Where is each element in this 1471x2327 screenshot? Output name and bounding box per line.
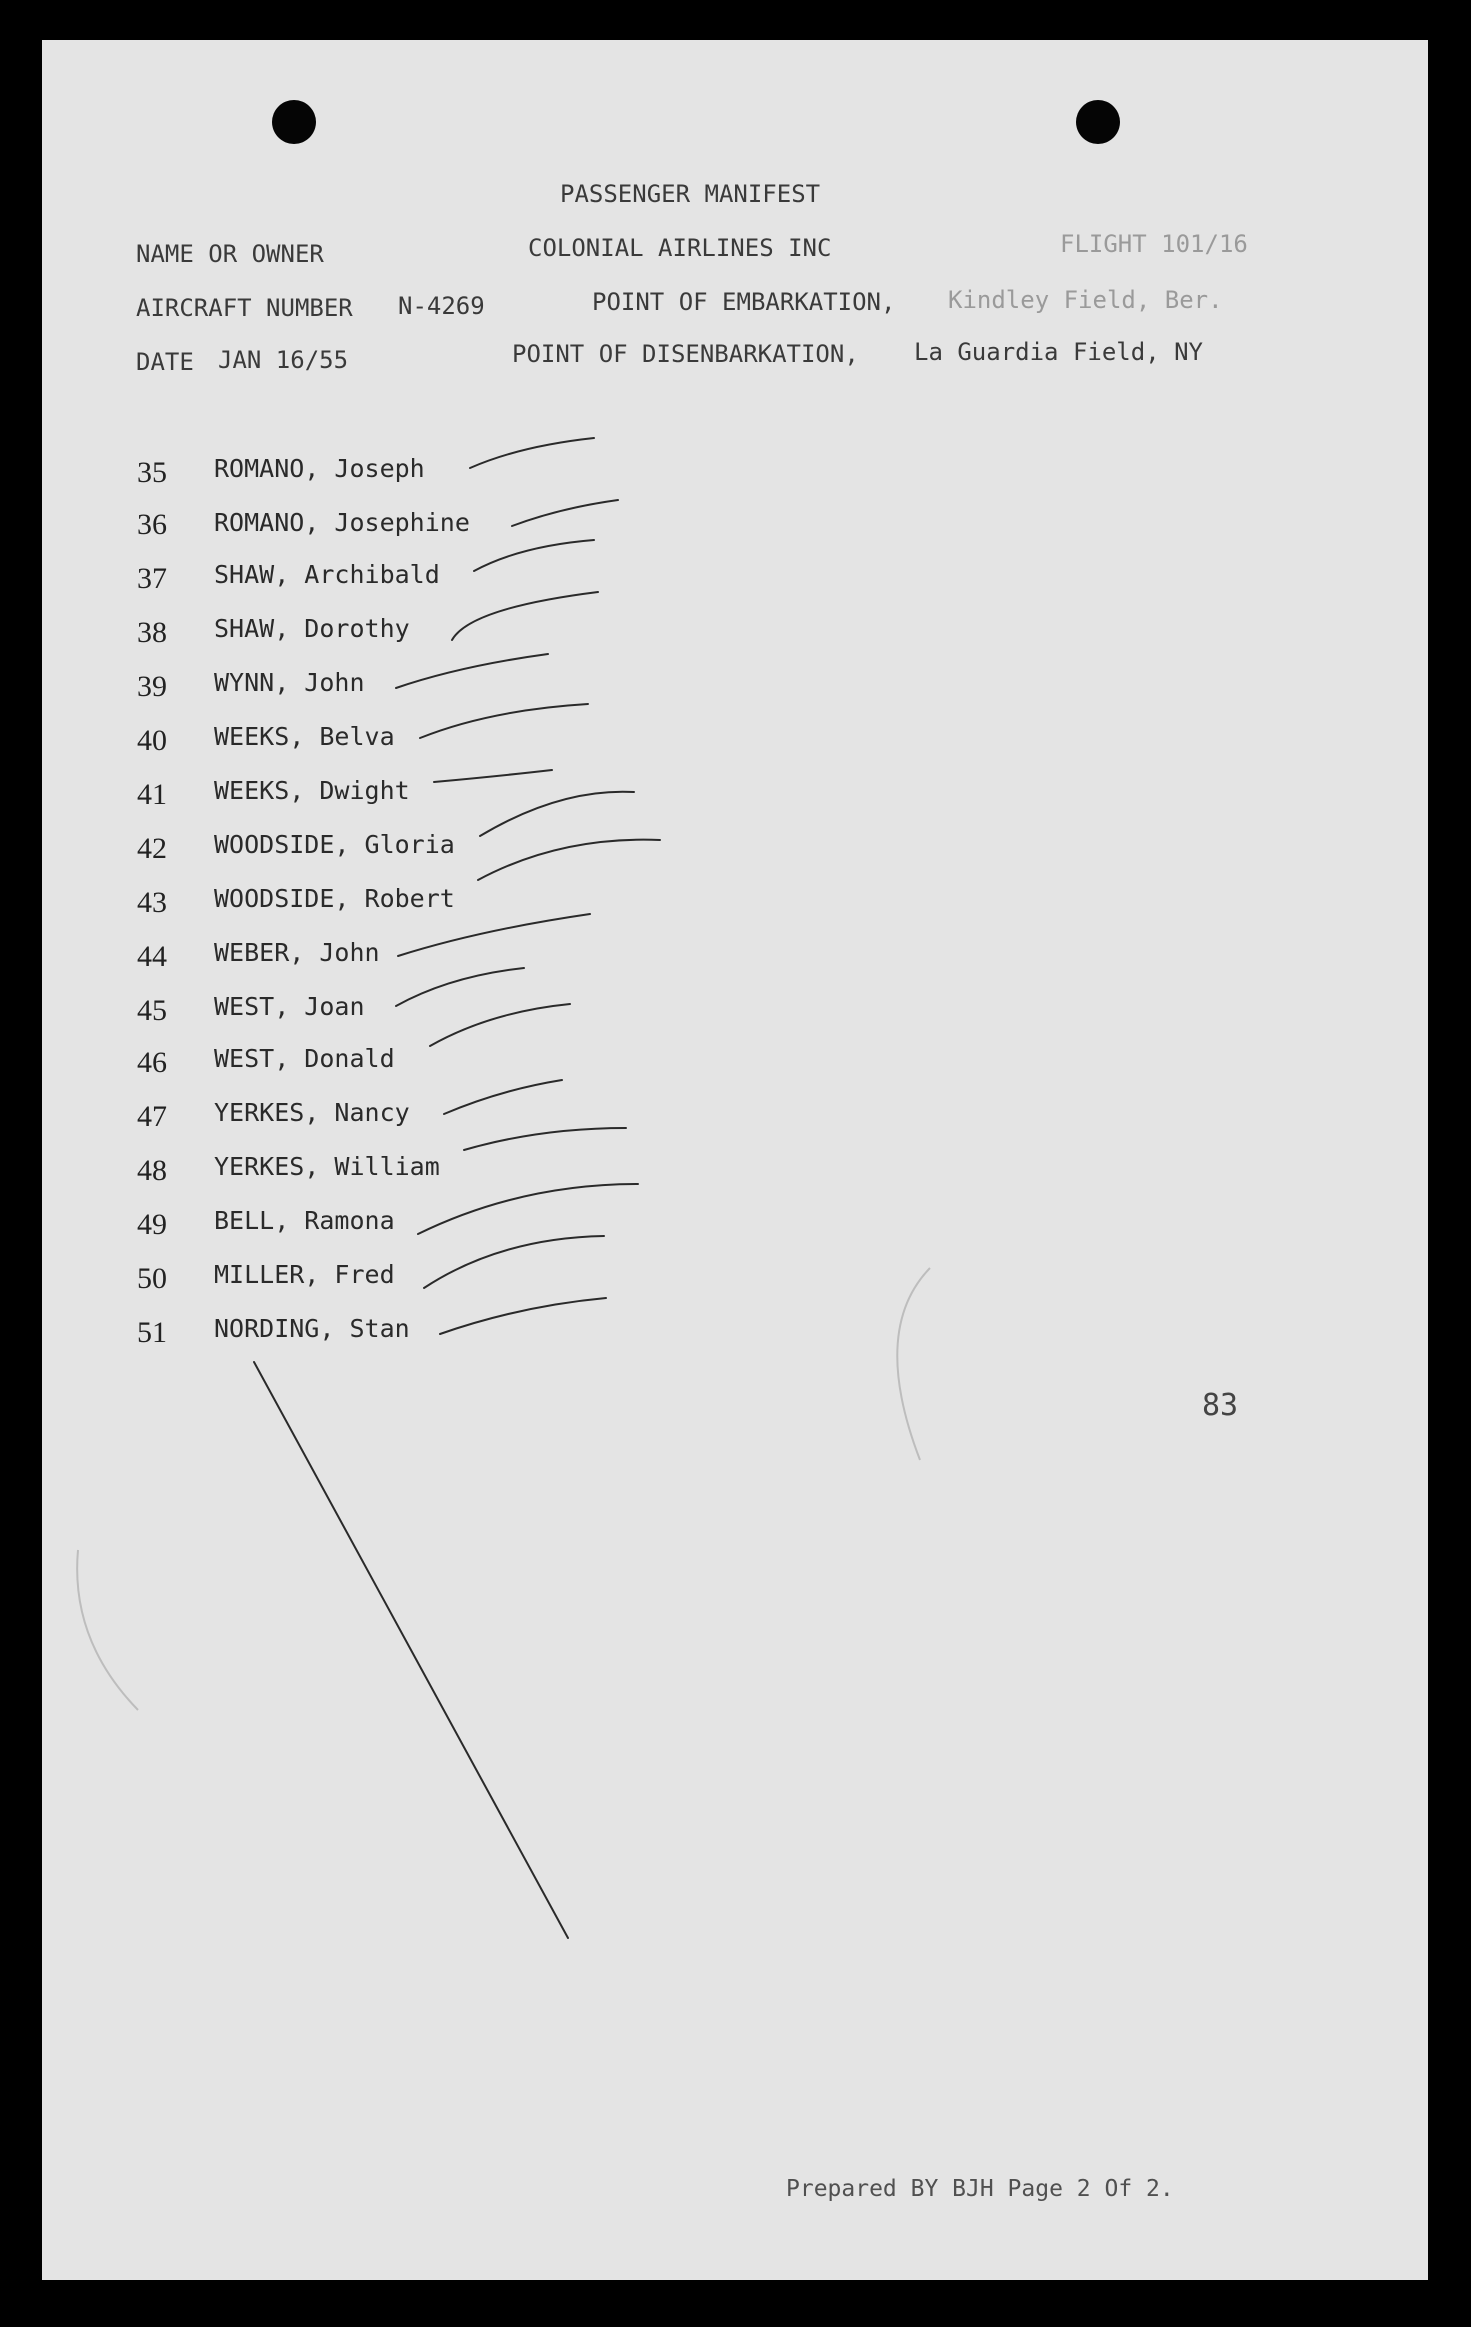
- row-number: 41: [137, 778, 167, 811]
- passenger-name: SHAW, Dorothy: [214, 614, 410, 643]
- aircraft-number: N-4269: [398, 292, 485, 320]
- row-number: 43: [137, 886, 167, 919]
- passenger-name: MILLER, Fred: [214, 1260, 395, 1289]
- row-number: 46: [137, 1046, 167, 1079]
- passenger-name: WYNN, John: [214, 668, 365, 697]
- passenger-name: WEBER, John: [214, 938, 380, 967]
- row-number: 49: [137, 1208, 167, 1241]
- passenger-name: BELL, Ramona: [214, 1206, 395, 1235]
- row-number: 40: [137, 724, 167, 757]
- row-number: 36: [137, 508, 167, 541]
- flight-number: FLIGHT 101/16: [1060, 230, 1248, 258]
- page-number: 83: [1202, 1388, 1239, 1423]
- passenger-name: SHAW, Archibald: [214, 560, 440, 589]
- row-number: 37: [137, 562, 167, 595]
- passenger-name: WEST, Donald: [214, 1044, 395, 1073]
- prepared-by-footer: Prepared BY BJH Page 2 Of 2.: [786, 2176, 1174, 2202]
- row-number: 45: [137, 994, 167, 1027]
- row-number: 44: [137, 940, 167, 973]
- passenger-name: WEEKS, Dwight: [214, 776, 410, 805]
- row-number: 47: [137, 1100, 167, 1133]
- embarkation-value: Kindley Field, Ber.: [948, 286, 1223, 314]
- passenger-name: ROMANO, Joseph: [214, 454, 425, 483]
- row-number: 51: [137, 1316, 167, 1349]
- embarkation-label: POINT OF EMBARKATION,: [592, 288, 896, 316]
- passenger-name: YERKES, William: [214, 1152, 440, 1181]
- owner-value: COLONIAL AIRLINES INC: [528, 234, 832, 262]
- row-number: 35: [137, 456, 167, 489]
- passenger-name: WEST, Joan: [214, 992, 365, 1021]
- passenger-name: WOODSIDE, Gloria: [214, 830, 455, 859]
- manifest-title: PASSENGER MANIFEST: [560, 180, 821, 208]
- aircraft-label: AIRCRAFT NUMBER: [136, 294, 353, 322]
- disembarkation-value: La Guardia Field, NY: [914, 338, 1203, 366]
- passenger-name: ROMANO, Josephine: [214, 508, 470, 537]
- row-number: 50: [137, 1262, 167, 1295]
- date-label: DATE: [136, 348, 194, 376]
- passenger-name: WOODSIDE, Robert: [214, 884, 455, 913]
- disembarkation-label: POINT OF DISENBARKATION,: [512, 340, 859, 368]
- passenger-name: YERKES, Nancy: [214, 1098, 410, 1127]
- row-number: 38: [137, 616, 167, 649]
- date-value: JAN 16/55: [218, 346, 349, 374]
- passenger-name: WEEKS, Belva: [214, 722, 395, 751]
- row-number: 42: [137, 832, 167, 865]
- owner-label: NAME OR OWNER: [136, 240, 324, 268]
- row-number: 48: [137, 1154, 167, 1187]
- passenger-name: NORDING, Stan: [214, 1314, 410, 1343]
- row-number: 39: [137, 670, 167, 703]
